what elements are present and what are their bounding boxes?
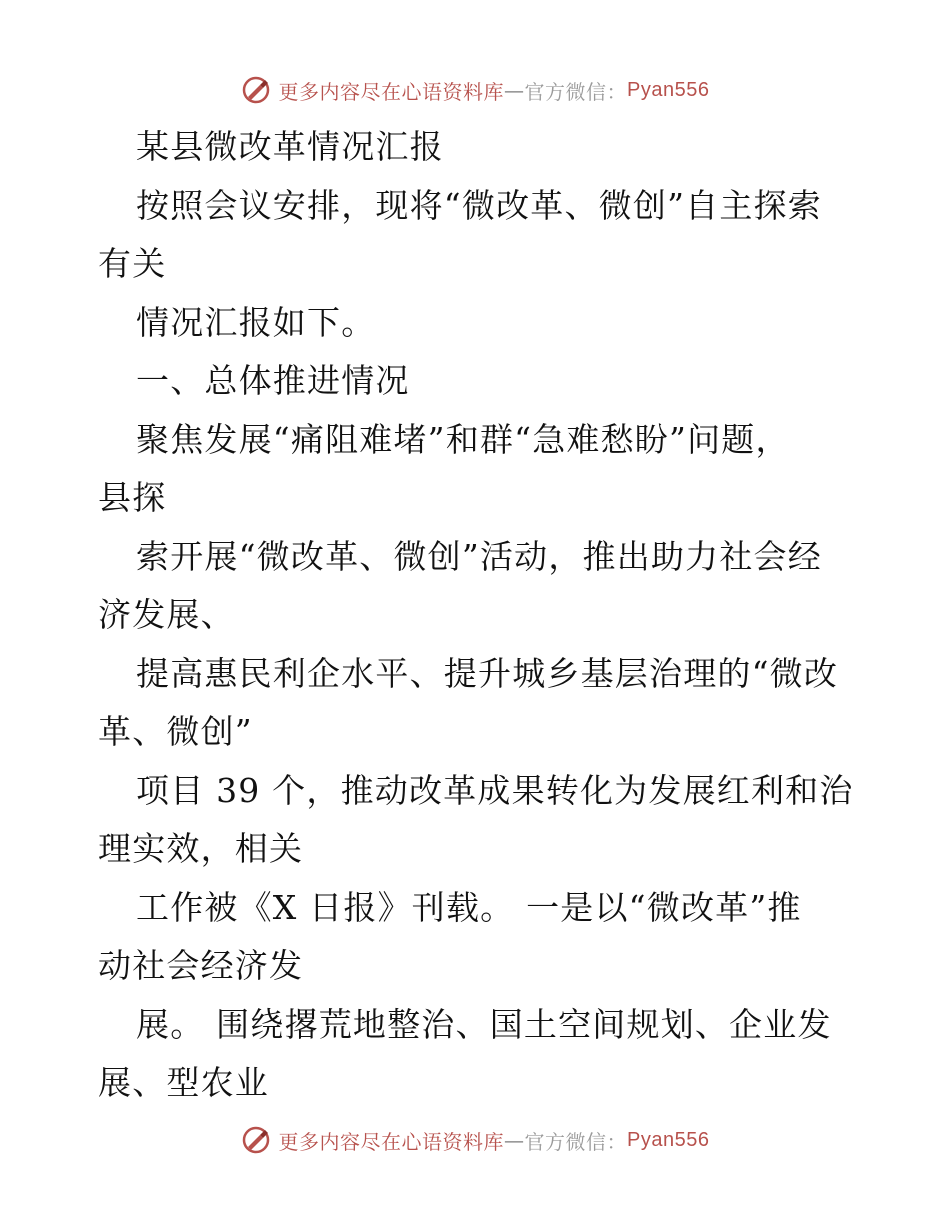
text-line: 理实效，相关 [98, 829, 304, 868]
text-line: 聚焦发展“痛阻难堵”和群“急难愁盼”问题， [136, 419, 790, 459]
header-watermark-banner [0, 70, 950, 110]
pen-logo-icon [241, 1125, 271, 1155]
text-line: 索开展“微改革、微创”活动，推出助力社会经 [136, 536, 822, 576]
text-line: 革、微创” [98, 712, 253, 751]
text-line: 一、总体推进情况 [136, 361, 410, 400]
text-line: 提高惠民利企水平、提升城乡基层治理的“微改 [136, 653, 839, 693]
banner-separator: — [504, 78, 525, 102]
banner-wechat-label: 官方微信： [524, 1129, 628, 1154]
document-body [98, 118, 858, 1113]
pen-logo-icon [241, 75, 271, 105]
banner-text: 更多内容尽在心语资料库 [278, 79, 505, 104]
text-line: 项目 39 个，推动改革成果转化为发展红利和治 [136, 770, 854, 810]
banner-separator: — [504, 1128, 525, 1152]
text-line: 情况汇报如下。 [136, 302, 376, 342]
banner-wechat-id: Pyan556 [627, 78, 710, 101]
text-line: 济发展、 [98, 595, 235, 634]
text-line: 动社会经济发 [98, 946, 304, 985]
text-line: 工作被《X 日报》刊载。 一是以“微改革”推 [136, 887, 802, 927]
text-line: 展、型农业 [98, 1063, 269, 1102]
footer-watermark-banner [0, 1120, 950, 1160]
banner-wechat-id: Pyan556 [627, 1128, 710, 1151]
text-line: 按照会议安排，现将“微改革、微创”自主探索 [136, 185, 822, 225]
text-line: 某县微改革情况汇报 [136, 127, 444, 166]
text-line: 有关 [98, 244, 167, 283]
text-line: 展。 围绕撂荒地整治、国土空间规划、企业发 [136, 1004, 832, 1044]
text-line: 县探 [98, 478, 167, 517]
banner-wechat-label: 官方微信： [524, 79, 628, 104]
banner-text: 更多内容尽在心语资料库 [278, 1129, 505, 1154]
